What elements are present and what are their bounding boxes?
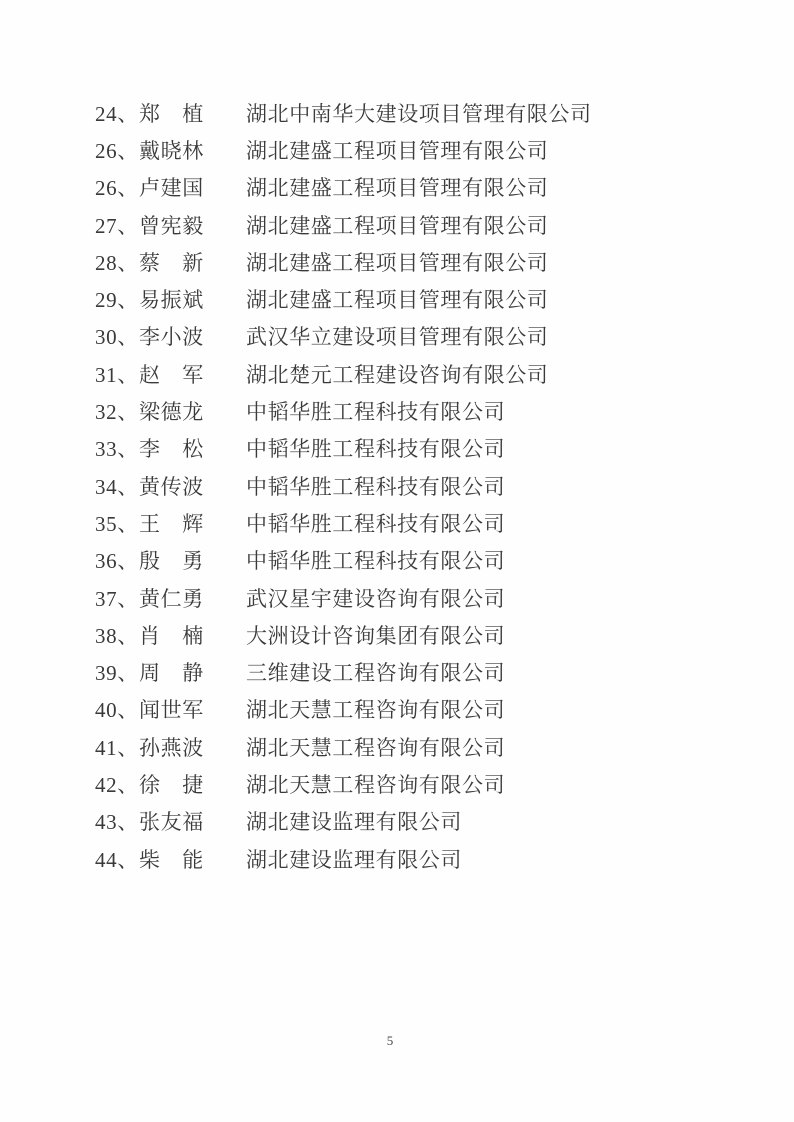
entry-number: 31、 [95, 362, 139, 387]
entry-number: 36、 [95, 549, 139, 574]
entry-number: 39、 [95, 661, 139, 686]
entry-company: 中韬华胜工程科技有限公司 [246, 511, 506, 536]
list-item [95, 392, 754, 429]
list-item [95, 653, 754, 690]
entry-number: 41、 [95, 735, 139, 760]
list-item [95, 94, 754, 131]
entry-name: 李 松 [139, 437, 204, 462]
entry-company: 湖北建盛工程项目管理有限公司 [246, 213, 549, 238]
entry-name: 李小波 [139, 325, 204, 350]
entry-number: 33、 [95, 437, 139, 462]
list-item [95, 765, 754, 802]
entry-company: 湖北天慧工程咨询有限公司 [246, 735, 506, 760]
entry-company: 湖北天慧工程咨询有限公司 [246, 772, 506, 797]
entry-company: 大洲设计咨询集团有限公司 [246, 623, 506, 648]
entry-name: 柴 能 [139, 847, 204, 872]
entry-company: 湖北天慧工程咨询有限公司 [246, 698, 506, 723]
entry-name: 殷 勇 [139, 549, 204, 574]
entry-company: 三维建设工程咨询有限公司 [246, 661, 506, 686]
list-item [95, 430, 754, 467]
list-item [95, 616, 754, 653]
entry-number: 26、 [95, 176, 139, 201]
entry-number: 29、 [95, 288, 139, 313]
entry-name: 戴晓林 [139, 138, 204, 163]
entry-name: 卢建国 [139, 176, 204, 201]
entry-company: 湖北建设监理有限公司 [246, 847, 462, 872]
entry-company: 湖北楚元工程建设咨询有限公司 [246, 362, 549, 387]
list-item [95, 243, 754, 280]
entry-company: 湖北建盛工程项目管理有限公司 [246, 288, 549, 313]
entry-company: 中韬华胜工程科技有限公司 [246, 549, 506, 574]
entry-number: 43、 [95, 810, 139, 835]
list-item [95, 542, 754, 579]
entry-name: 徐 捷 [139, 772, 204, 797]
page-number: 5 [386, 1033, 394, 1048]
list-item [95, 728, 754, 765]
entry-number: 30、 [95, 325, 139, 350]
entry-number: 24、 [95, 101, 139, 126]
entry-number: 42、 [95, 772, 139, 797]
entry-name: 王 辉 [139, 511, 204, 536]
entry-name: 孙燕波 [139, 735, 204, 760]
entry-company: 中韬华胜工程科技有限公司 [246, 400, 506, 425]
list-item [95, 504, 754, 541]
entry-name: 赵 军 [139, 362, 204, 387]
entry-name: 肖 楠 [139, 623, 204, 648]
entry-company: 湖北中南华大建设项目管理有限公司 [246, 101, 592, 126]
entry-number: 38、 [95, 623, 139, 648]
entry-number: 27、 [95, 213, 139, 238]
entry-number: 40、 [95, 698, 139, 723]
entry-company: 湖北建盛工程项目管理有限公司 [246, 176, 549, 201]
entry-name: 易振斌 [139, 288, 204, 313]
entry-company: 武汉星宇建设咨询有限公司 [246, 586, 506, 611]
entry-number: 37、 [95, 586, 139, 611]
entry-number: 28、 [95, 250, 139, 275]
list-item [95, 840, 754, 877]
list-item [95, 131, 754, 168]
entry-company: 湖北建盛工程项目管理有限公司 [246, 138, 549, 163]
entry-company: 中韬华胜工程科技有限公司 [246, 437, 506, 462]
list-item [95, 467, 754, 504]
entry-name: 黄传波 [139, 474, 204, 499]
entry-name: 张友福 [139, 810, 204, 835]
entry-name: 闻世军 [139, 698, 204, 723]
entry-company: 湖北建盛工程项目管理有限公司 [246, 250, 549, 275]
entry-company: 中韬华胜工程科技有限公司 [246, 474, 506, 499]
list-item [95, 169, 754, 206]
list-item [95, 318, 754, 355]
entry-company: 湖北建设监理有限公司 [246, 810, 462, 835]
entry-number: 26、 [95, 138, 139, 163]
entry-number: 34、 [95, 474, 139, 499]
entry-name: 周 静 [139, 661, 204, 686]
entry-name: 郑 植 [139, 101, 204, 126]
entry-number: 44、 [95, 847, 139, 872]
roster-list [95, 94, 754, 877]
list-item [95, 206, 754, 243]
entry-name: 蔡 新 [139, 250, 204, 275]
list-item [95, 355, 754, 392]
list-item [95, 803, 754, 840]
entry-name: 曾宪毅 [139, 213, 204, 238]
entry-company: 武汉华立建设项目管理有限公司 [246, 325, 549, 350]
entry-name: 梁德龙 [139, 400, 204, 425]
entry-number: 32、 [95, 400, 139, 425]
list-item [95, 691, 754, 728]
entry-number: 35、 [95, 511, 139, 536]
list-item [95, 579, 754, 616]
entry-name: 黄仁勇 [139, 586, 204, 611]
list-item [95, 280, 754, 317]
